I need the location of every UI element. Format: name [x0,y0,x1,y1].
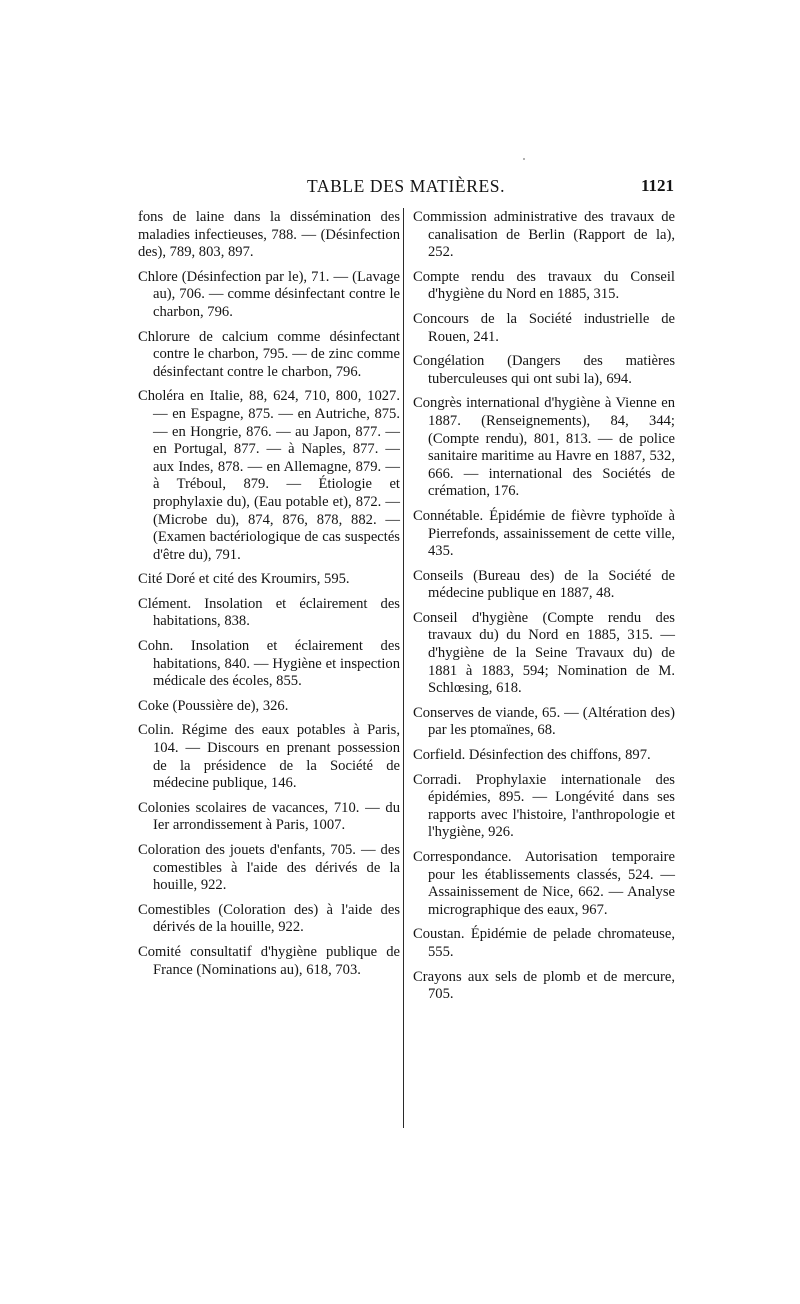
left-column [138,209,400,986]
index-entry: Cohn. Insolation et éclairement des habitations, 840. — Hygiène et inspection médicale des écoles, 855. [138,638,400,690]
index-entry: Corradi. Prophylaxie internationale des épidémies, 895. — Longévité dans ses rapports avec l'histoire, l'anthropologie et l'hygiène, 926. [413,771,675,841]
column-divider [403,208,404,1128]
index-entry: Coke (Poussière de), 326. [138,697,289,714]
right-column [413,209,675,1011]
index-entry: Coloration des jouets d'enfants, 705. — des comestibles à l'aide des dérivés de la houille, 922. [138,842,400,894]
index-entry: Comestibles (Coloration des) à l'aide des dérivés de la houille, 922. [138,901,400,936]
index-entry: Comité consultatif d'hygiène publique de France (Nominations au), 618, 703. [138,943,400,978]
index-entry: Colin. Régime des eaux potables à Paris, 104. — Discours en prenant possession de la présidence de la Société de médecine publique, 146. [138,722,400,792]
index-entry: Congélation (Dangers des matières tuberculeuses qui ont subi la), 694. [413,353,675,387]
index-entry: Conserves de viande, 65. — (Altération des) par les ptomaïnes, 68. [413,704,675,739]
index-entry: Crayons aux sels de plomb et de mercure, 705. [413,968,675,1003]
index-entry: fons de laine dans la dissémination des maladies infectieuses, 788. — (Désinfection des), 789, 803, 897. [138,209,400,261]
page-number: 1121 [640,176,674,195]
index-entry: Coustan. Épidémie de pelade chromateuse, 555. [413,926,675,960]
print-speck [523,158,525,160]
index-entry: Connétable. Épidémie de fièvre typhoïde à Pierrefonds, assainissement de cette ville, 435. [413,507,675,560]
index-entry: Conseil d'hygiène (Compte rendu des travaux du) du Nord en 1885, 315. — d'hygiène de la Seine Travaux du) de 1881 à 1883, 594; Nomination de M. Schlœsing, 618. [413,609,675,697]
page-header [138,176,674,202]
index-entry: Commission administrative des travaux de canalisation de Berlin (Rapport de la), 252. [413,209,675,261]
index-entry: Chlore (Désinfection par le), 71. — (Lavage au), 706. — comme désinfectant contre le charbon, 796. [138,268,400,320]
index-entry: Clément. Insolation et éclairement des habitations, 838. [138,595,400,630]
index-entry: Conseils (Bureau des) de la Société de médecine publique en 1887, 48. [413,567,675,602]
index-entry: Congrès international d'hygiène à Vienne en 1887. (Renseignements), 84, 344; (Compte rendu), 801, 813. — de police sanitaire maritime au Havre en 1887, 532, 666. — international des Sociétés de crémation, 176. [413,395,675,500]
index-entry: Correspondance. Autorisation temporaire pour les établissements classés, 524. — Assainissement de Nice, 662. — Analyse micrographique des eaux, 967. [413,849,675,918]
index-entry: Cité Doré et cité des Kroumirs, 595. [138,571,350,588]
page-title: TABLE DES MATIÈRES. [306,176,506,196]
index-entry: Concours de la Société industrielle de Rouen, 241. [413,310,675,345]
index-entry: Choléra en Italie, 88, 624, 710, 800, 1027. — en Espagne, 875. — en Autriche, 875. — en Hongrie, 876. — au Japon, 877. — en Portugal, 877. — à Naples, 877. — aux Indes, 878. — en Allemagne, 879. — à Tréboul, 879. — Étiologie et prophylaxie du), (Eau potable et), 872. — (Microbe du), 874, 876, 878, 882. — (Examen bactériologique de cas suspectés d'être du), 791. [138,388,400,563]
index-entry: Chlorure de calcium comme désinfectant contre le charbon, 795. — de zinc comme désinfectant contre le charbon, 796. [138,328,400,380]
index-entry: Compte rendu des travaux du Conseil d'hygiène du Nord en 1885, 315. [413,268,675,303]
index-entry: Corfield. Désinfection des chiffons, 897. [413,747,651,764]
index-entry: Colonies scolaires de vacances, 710. — du Ier arrondissement à Paris, 1007. [138,799,400,834]
